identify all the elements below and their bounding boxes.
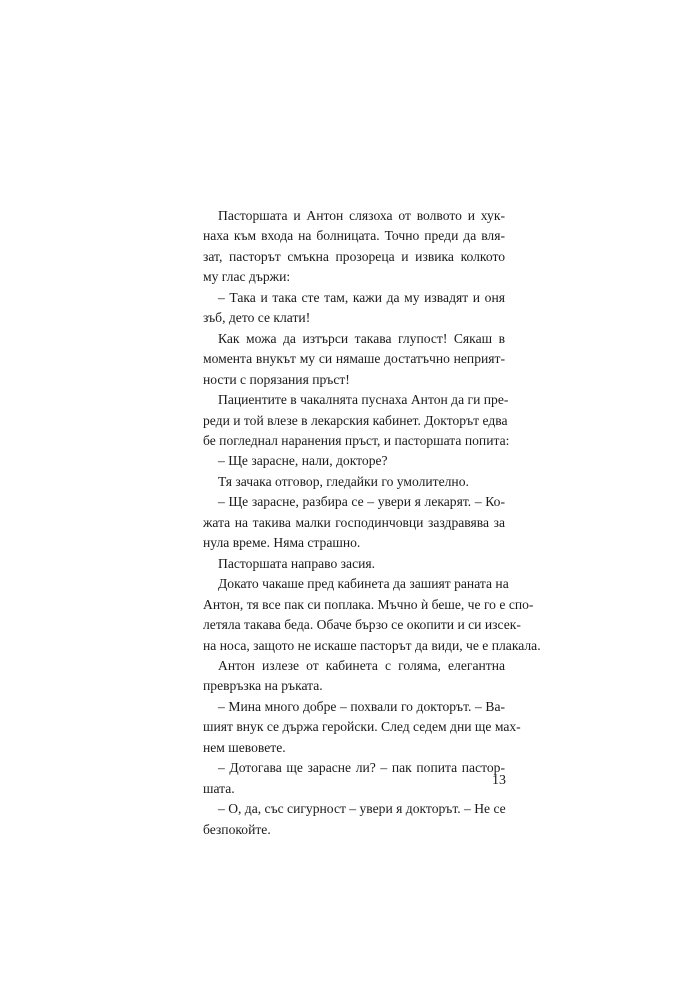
- text-line: – Така и така сте там, кажи да му извадят и оня: [218, 289, 505, 305]
- paragraph: [203, 758, 505, 799]
- text-line: – Дотогава ще зарасне ли? – пак попита пастор-: [218, 760, 505, 776]
- text-line: бе погледнал наранения пръст, и пасторшата попита:: [203, 432, 510, 448]
- text-line: – Мина много добре – похвали го докторът. – Ва-: [218, 698, 505, 714]
- text-line: летяла такава беда. Обаче бързо се окопити и си изсек-: [203, 617, 521, 633]
- text-line: реди и той влезе в лекарския кабинет. Докторът едва: [203, 412, 508, 428]
- paragraph: [203, 697, 521, 758]
- paragraph: [203, 451, 505, 471]
- text-line: – Ще зарасне, разбира се – увери я лекарят. – Ко-: [218, 494, 505, 510]
- paragraph: [203, 574, 541, 656]
- text-line: Как можа да изтърси такава глупост! Сякаш в: [218, 330, 505, 346]
- text-line: безпокойте.: [203, 821, 271, 837]
- text-line: Пасторшата направо засия.: [218, 555, 376, 571]
- text-line: зъб, дето се клати!: [203, 310, 311, 326]
- page-number: 13: [492, 773, 506, 788]
- text-line: – Ще зарасне, нали, докторе?: [218, 453, 388, 469]
- page-body: [203, 206, 541, 840]
- text-line: зат, пасторът смъкна прозореца и извика колкото: [203, 248, 505, 264]
- text-line: Пациентите в чакалнята пуснаха Антон да ги пре-: [218, 392, 509, 408]
- text-line: Тя зачака отговор, гледайки го умолително.: [218, 473, 469, 489]
- paragraph: [203, 799, 505, 840]
- text-line: превръзка на ръката.: [203, 678, 323, 694]
- paragraph: [203, 390, 510, 451]
- text-line: на носа, защото не искаше пасторът да види, че е плакала.: [203, 637, 541, 653]
- paragraph: [203, 472, 505, 492]
- text-line: нула време. Няма страшно.: [203, 535, 361, 551]
- paragraph: [203, 288, 505, 329]
- text-line: жата на такива малки господинчовци заздравява за: [203, 514, 505, 530]
- paragraph: [203, 329, 505, 390]
- text-line: момента внукът му си нямаше достатъчно неприят-: [203, 351, 505, 367]
- paragraph: [203, 492, 505, 553]
- text-line: ности с порязания пръст!: [203, 371, 350, 387]
- text-line: Докато чакаше пред кабинета да зашият раната на: [218, 576, 509, 592]
- text-line: Антон, тя все пак си поплака. Мъчно ѝ беше, че го е спо-: [203, 596, 534, 612]
- text-line: шият внук се държа геройски. След седем дни ще мах-: [203, 719, 521, 735]
- text-line: Пасторшата и Антон слязоха от волвото и хук-: [218, 208, 505, 223]
- text-line: Антон излезе от кабинета с голяма, елегантна: [218, 657, 505, 673]
- text-line: наха към входа на болницата. Точно преди да вля-: [203, 228, 505, 244]
- paragraph: [203, 554, 505, 574]
- paragraph: [203, 206, 505, 288]
- text-line: шата.: [203, 780, 235, 796]
- paragraph: [203, 656, 505, 697]
- text-line: му глас държи:: [203, 269, 291, 285]
- text-line: – О, да, със сигурност – увери я докторът. – Не се: [218, 801, 506, 817]
- text-line: нем шевовете.: [203, 739, 286, 755]
